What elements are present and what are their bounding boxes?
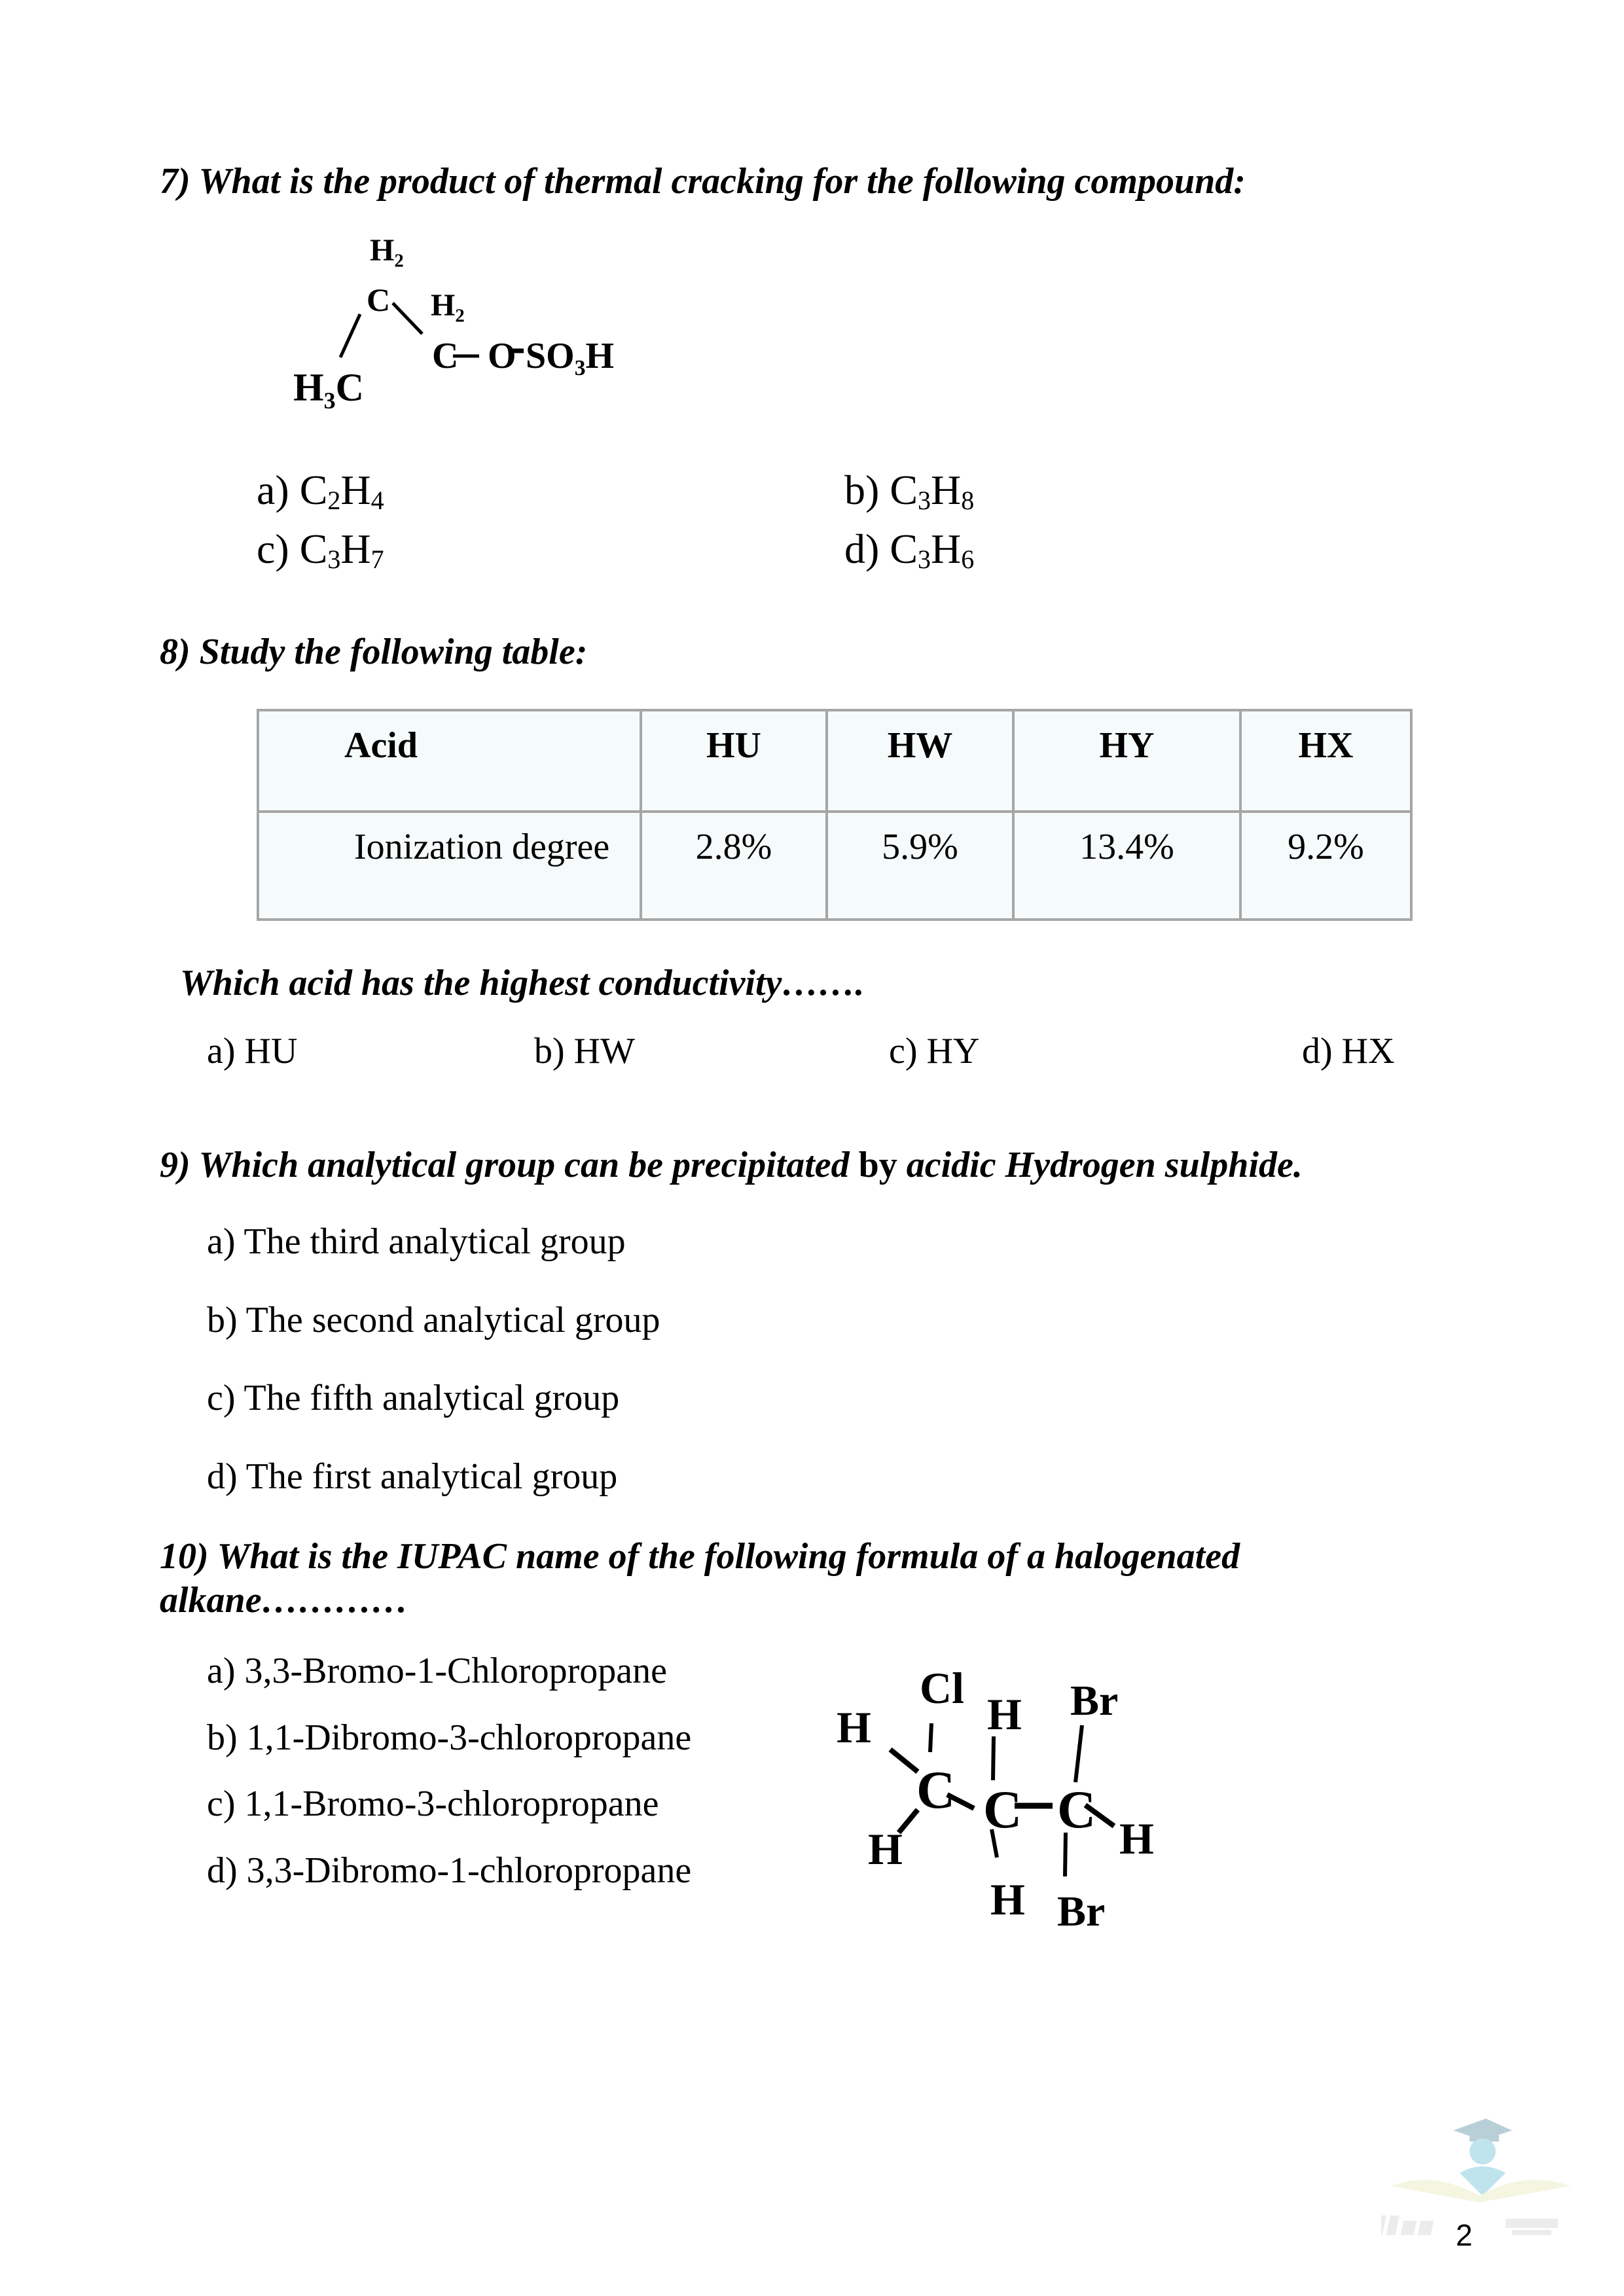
atom-label: Br	[1070, 1677, 1119, 1725]
table-header-cell: HW	[827, 710, 1013, 812]
table-row	[258, 812, 1411, 920]
atom-label: Br	[1057, 1888, 1106, 1935]
atom-label: H	[868, 1824, 903, 1874]
atom-label: H	[1119, 1814, 1154, 1863]
bond	[1065, 1833, 1066, 1876]
nezakr-logo	[1381, 2111, 1578, 2242]
table-cell: Ionization degree	[258, 812, 641, 920]
table-cell: 13.4%	[1013, 812, 1240, 920]
question-7-title: 7) What is the product of thermal cracking for the following compound:	[160, 161, 1246, 202]
chemical-structure-halogenated-propane	[818, 1656, 1407, 1957]
q9-option-a[interactable]: a) The third analytical group	[207, 1221, 626, 1262]
table-cell: 5.9%	[827, 812, 1013, 920]
atom-label: C	[432, 336, 459, 376]
chemical-structure-propyl-hydrogen-sulfate	[262, 223, 785, 432]
table-header-cell: Acid	[258, 710, 641, 812]
atom-label: $SO_3H$	[526, 336, 615, 381]
atom-label: $H_2$	[431, 288, 465, 327]
atom-label: $H_2$	[370, 233, 404, 272]
atom-label: O	[488, 336, 516, 376]
question-10-title-line1: 10) What is the IUPAC name of the following formula of a halogenated	[160, 1536, 1240, 1577]
table-cell: 2.8%	[641, 812, 827, 920]
table-header-row	[258, 710, 1411, 812]
atom-label: H	[837, 1702, 871, 1752]
bond	[393, 303, 422, 334]
atom-label: Cl	[920, 1663, 964, 1713]
bond	[340, 314, 360, 357]
q8-option-c[interactable]: c) HY	[889, 1031, 980, 1071]
atom-label: H	[987, 1689, 1022, 1739]
ionization-table	[257, 709, 1413, 921]
atom-label: C	[916, 1760, 956, 1820]
question-9-title: 9) Which analytical group can be precipitated by acidic Hydrogen sulphide.	[160, 1145, 1303, 1185]
q8-option-d[interactable]: d) HX	[1302, 1031, 1395, 1071]
bond	[993, 1736, 994, 1780]
q10-option-b[interactable]: b) 1,1-Dibromo-3-chloropropane	[207, 1717, 692, 1758]
q7-option-b[interactable]: b) $C_3H_8$	[844, 467, 975, 515]
q9-option-d[interactable]: d) The first analytical group	[207, 1456, 618, 1497]
atom-label: C	[367, 281, 391, 318]
bond	[930, 1723, 931, 1752]
table-cell: 9.2%	[1240, 812, 1411, 920]
q9-option-b[interactable]: b) The second analytical group	[207, 1300, 660, 1340]
atom-label: H	[990, 1874, 1025, 1924]
table-header-cell: HY	[1013, 710, 1240, 812]
bond	[1075, 1725, 1082, 1782]
question-10-title-line2: alkane…………	[160, 1580, 408, 1621]
q8-option-a[interactable]: a) HU	[207, 1031, 298, 1071]
atom-label: C	[1057, 1780, 1096, 1839]
table-header-cell: HX	[1240, 710, 1411, 812]
q7-option-d[interactable]: d) $C_3H_6$	[844, 526, 975, 574]
q7-option-c[interactable]: c) $C_3H_7$	[257, 526, 384, 574]
page-number: 2	[1456, 2218, 1473, 2252]
q10-option-d[interactable]: d) 3,3-Dibromo-1-chloropropane	[207, 1850, 692, 1891]
question-8-prompt: Which acid has the highest conductivity…….	[180, 963, 865, 1003]
q9-option-c[interactable]: c) The fifth analytical group	[207, 1378, 620, 1418]
atom-label: C	[983, 1780, 1022, 1839]
q10-option-c[interactable]: c) 1,1-Bromo-3-chloropropane	[207, 1784, 659, 1824]
question-8-title: 8) Study the following table:	[160, 632, 588, 672]
table-header-cell: HU	[641, 710, 827, 812]
atom-label: $H_3C$	[293, 366, 365, 414]
q7-option-a[interactable]: a) $C_2H_4$	[257, 467, 384, 515]
q8-option-b[interactable]: b) HW	[534, 1031, 635, 1071]
q10-option-a[interactable]: a) 3,3-Bromo-1-Chloropropane	[207, 1651, 667, 1691]
bond	[890, 1749, 918, 1772]
